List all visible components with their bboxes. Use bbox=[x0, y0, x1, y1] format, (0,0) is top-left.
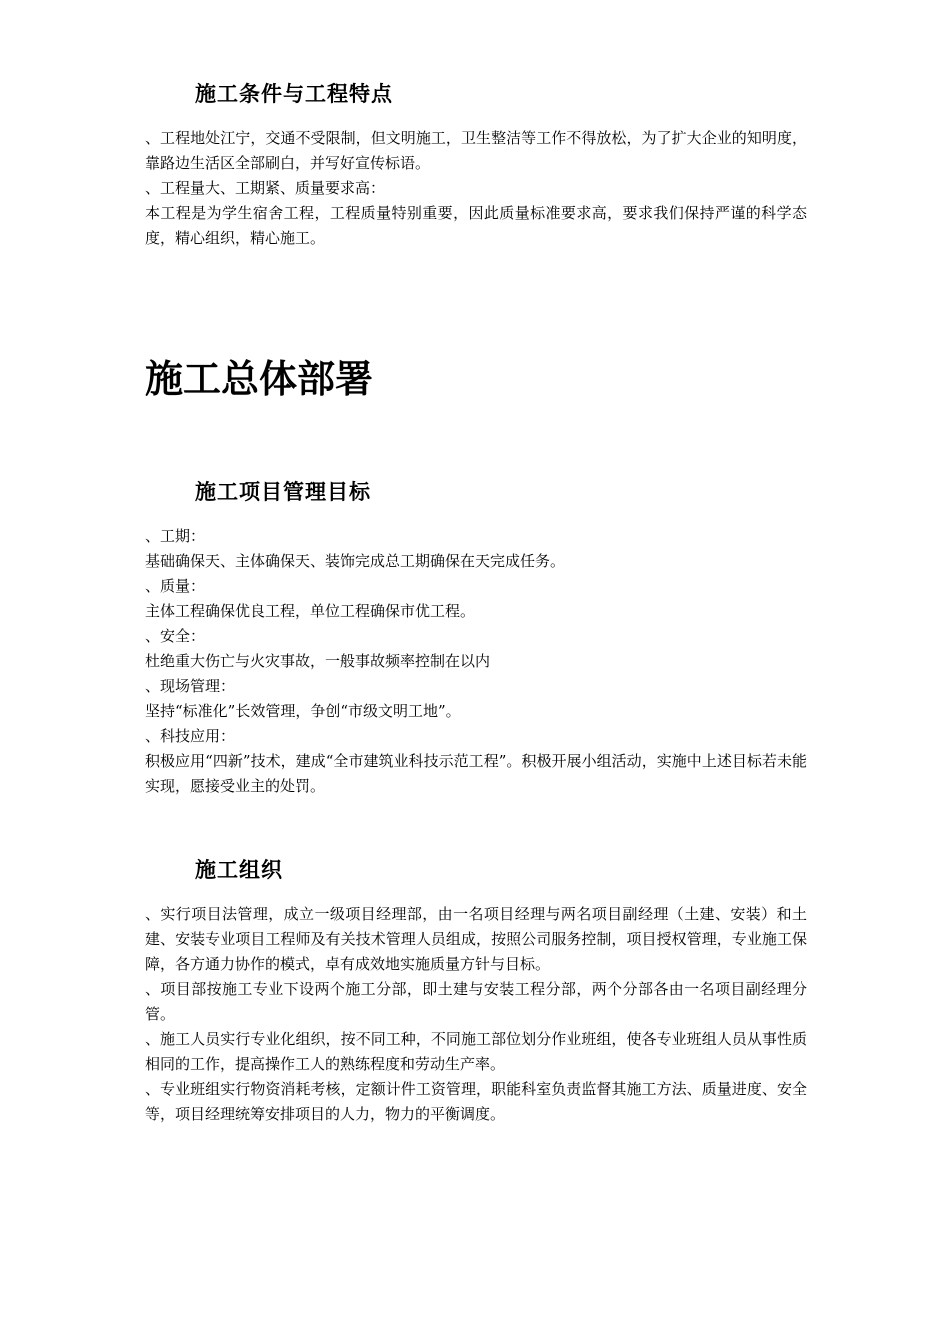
section-body-management-goals bbox=[145, 524, 807, 799]
paragraph: 主体工程确保优良工程，单位工程确保市优工程。 bbox=[145, 602, 476, 620]
paragraph: 杜绝重大伤亡与火灾事故，一般事故频率控制在以内 bbox=[145, 652, 491, 670]
paragraph: 、专业班组实行物资消耗考核，定额计件工资管理，职能科室负责监督其施工方法、质量进度、安全等，项目经理统筹安排项目的人力，物力的平衡调度。 bbox=[145, 1080, 807, 1123]
paragraph: 、质量： bbox=[145, 577, 206, 595]
section-body-organization bbox=[145, 902, 807, 1127]
paragraph: 积极应用“四新”技术，建成“全市建筑业科技示范工程”。积极开展小组活动，实施中上述目标若未能实现，愿接受业主的处罚。 bbox=[145, 752, 807, 795]
paragraph: 坚持“标准化”长效管理，争创“市级文明工地”。 bbox=[145, 702, 461, 720]
section-title-conditions: 施工条件与工程特点 bbox=[195, 81, 393, 106]
paragraph: 、安全： bbox=[145, 627, 206, 645]
paragraph: 、工程量大、工期紧、质量要求高： bbox=[145, 179, 386, 197]
section-title-management-goals: 施工项目管理目标 bbox=[195, 479, 371, 504]
paragraph: 本工程是为学生宿舍工程，工程质量特别重要，因此质量标准要求高，要求我们保持严谨的科学态度，精心组织，精心施工。 bbox=[145, 204, 807, 247]
section-title-organization: 施工组织 bbox=[195, 857, 283, 882]
section-body-conditions bbox=[145, 126, 807, 251]
paragraph: 基础确保天、主体确保天、装饰完成总工期确保在天完成任务。 bbox=[145, 552, 566, 570]
paragraph: 、项目部按施工专业下设两个施工分部，即土建与安装工程分部，两个分部各由一名项目副经理分管。 bbox=[145, 980, 807, 1023]
paragraph: 、科技应用： bbox=[145, 727, 236, 745]
paragraph: 、施工人员实行专业化组织，按不同工种，不同施工部位划分作业班组，使各专业班组人员从事性质相同的工作，提高操作工人的熟练程度和劳动生产率。 bbox=[145, 1030, 807, 1073]
paragraph: 、实行项目法管理，成立一级项目经理部，由一名项目经理与两名项目副经理（土建、安装）和土建、安装专业项目工程师及有关技术管理人员组成，按照公司服务控制，项目授权管理，专业施工保障，各方通力协作的模式，卓有成效地实施质量方针与目标。 bbox=[145, 905, 807, 973]
paragraph: 、工程地处江宁，交通不受限制，但文明施工，卫生整洁等工作不得放松，为了扩大企业的知明度，靠路边生活区全部刷白，并写好宣传标语。 bbox=[145, 129, 807, 172]
paragraph: 、现场管理： bbox=[145, 677, 236, 695]
chapter-title: 施工总体部署 bbox=[145, 356, 374, 401]
paragraph: 、工期： bbox=[145, 527, 206, 545]
